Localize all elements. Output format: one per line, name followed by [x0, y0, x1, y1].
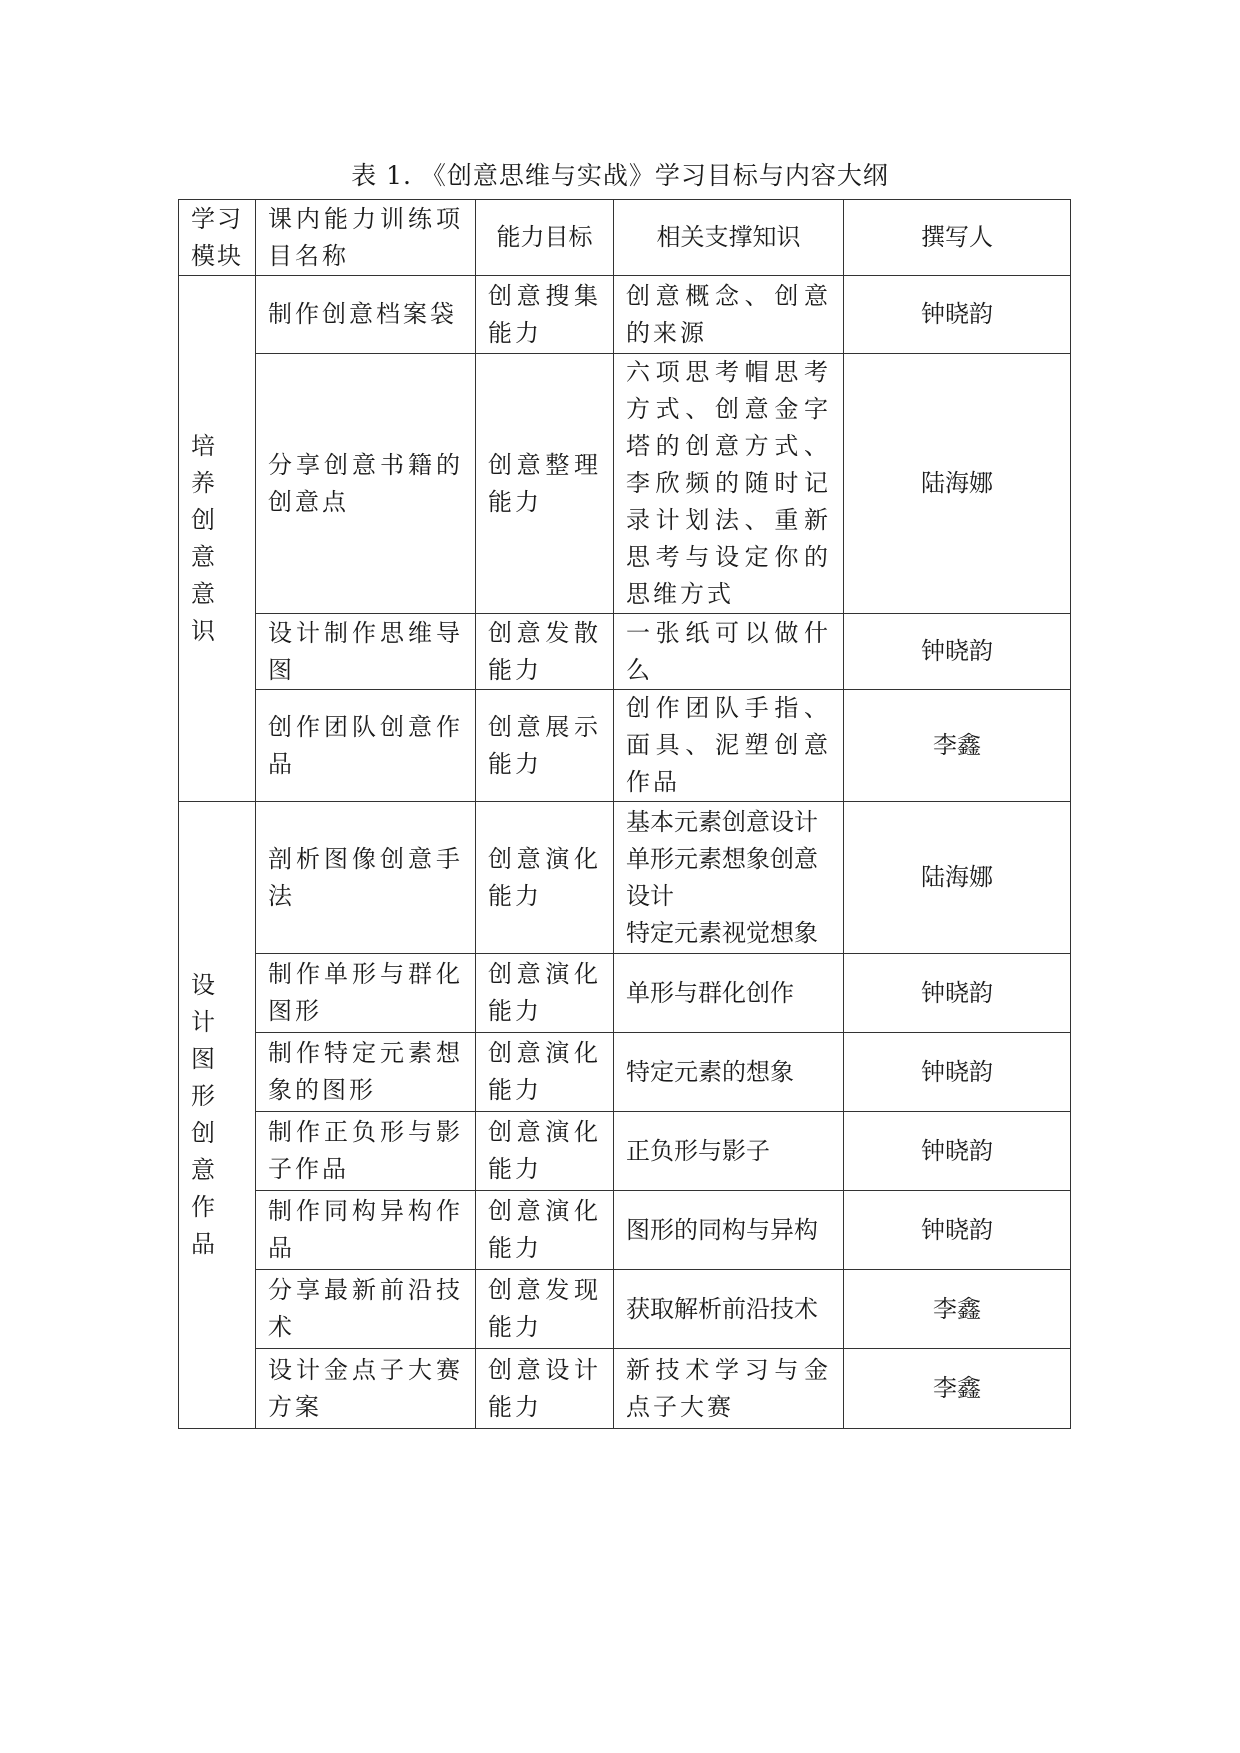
project-cell: 制作单形与群化图形: [256, 954, 476, 1033]
project-cell: 制作正负形与影子作品: [256, 1112, 476, 1191]
goal-cell: 创意演化能力: [476, 802, 614, 954]
header-row: [179, 200, 1071, 276]
header-project: 课内能力训练项目名称: [256, 200, 476, 276]
author-cell: 钟晓韵: [844, 1112, 1071, 1191]
project-cell: 制作同构异构作品: [256, 1191, 476, 1270]
knowledge-cell: 正负形与影子: [614, 1112, 844, 1191]
goal-cell: 创意演化能力: [476, 1191, 614, 1270]
project-cell: 分享创意书籍的创意点: [256, 354, 476, 614]
author-cell: 钟晓韵: [844, 614, 1071, 690]
goal-cell: 创意整理能力: [476, 354, 614, 614]
knowledge-cell: 创意概念、创意的来源: [614, 276, 844, 354]
goal-cell: 创意搜集能力: [476, 276, 614, 354]
author-cell: 陆海娜: [844, 354, 1071, 614]
knowledge-line: 基本元素创意设计: [626, 807, 818, 836]
table-row: [179, 1112, 1071, 1191]
author-cell: 钟晓韵: [844, 954, 1071, 1033]
project-cell: 分享最新前沿技术: [256, 1270, 476, 1349]
author-cell: 钟晓韵: [844, 1191, 1071, 1270]
header-goal: 能力目标: [476, 200, 614, 276]
header-module: 学习模块: [179, 200, 256, 276]
knowledge-cell: 创作团队手指、面具、泥塑创意作品: [614, 690, 844, 802]
table-row: [179, 1191, 1071, 1270]
table-row: [179, 954, 1071, 1033]
knowledge-cell: 六项思考帽思考方式、创意金字塔的创意方式、李欣频的随时记录计划法、重新思考与设定你的思维方式: [614, 354, 844, 614]
project-cell: 剖析图像创意手法: [256, 802, 476, 954]
course-outline-table: [178, 199, 1071, 1429]
goal-cell: 创意演化能力: [476, 954, 614, 1033]
module-cell: 设计图形创意作品: [179, 802, 256, 1429]
author-cell: 钟晓韵: [844, 276, 1071, 354]
goal-cell: 创意演化能力: [476, 1033, 614, 1112]
table-row: [179, 1349, 1071, 1429]
goal-cell: 创意演化能力: [476, 1112, 614, 1191]
table-row: [179, 276, 1071, 354]
project-cell: 设计金点子大赛方案: [256, 1349, 476, 1429]
project-cell: 创作团队创意作品: [256, 690, 476, 802]
knowledge-cell: 单形与群化创作: [614, 954, 844, 1033]
knowledge-cell: 一张纸可以做什么: [614, 614, 844, 690]
table-caption: 表 1. 《创意思维与实战》学习目标与内容大纲: [351, 161, 889, 190]
goal-cell: 创意设计能力: [476, 1349, 614, 1429]
table-row: [179, 802, 1071, 954]
knowledge-line: 单形元素想象创意设计: [626, 844, 818, 910]
table-row: [179, 1270, 1071, 1349]
goal-cell: 创意发散能力: [476, 614, 614, 690]
header-author: 撰写人: [844, 200, 1071, 276]
module-cell: 培养创意意识: [179, 276, 256, 802]
knowledge-cell: [614, 802, 844, 954]
knowledge-cell: 获取解析前沿技术: [614, 1270, 844, 1349]
header-knowledge: 相关支撑知识: [614, 200, 844, 276]
knowledge-cell: 新技术学习与金点子大赛: [614, 1349, 844, 1429]
knowledge-cell: 图形的同构与异构: [614, 1191, 844, 1270]
goal-cell: 创意发现能力: [476, 1270, 614, 1349]
project-cell: 设计制作思维导图: [256, 614, 476, 690]
table-row: [179, 614, 1071, 690]
project-cell: 制作创意档案袋: [256, 276, 476, 354]
knowledge-cell: 特定元素的想象: [614, 1033, 844, 1112]
author-cell: 陆海娜: [844, 802, 1071, 954]
knowledge-line: 特定元素视觉想象: [626, 918, 818, 947]
author-cell: 李鑫: [844, 1270, 1071, 1349]
table-row: [179, 354, 1071, 614]
author-cell: 李鑫: [844, 690, 1071, 802]
goal-cell: 创意展示能力: [476, 690, 614, 802]
table-row: [179, 690, 1071, 802]
table-row: [179, 1033, 1071, 1112]
project-cell: 制作特定元素想象的图形: [256, 1033, 476, 1112]
author-cell: 李鑫: [844, 1349, 1071, 1429]
author-cell: 钟晓韵: [844, 1033, 1071, 1112]
